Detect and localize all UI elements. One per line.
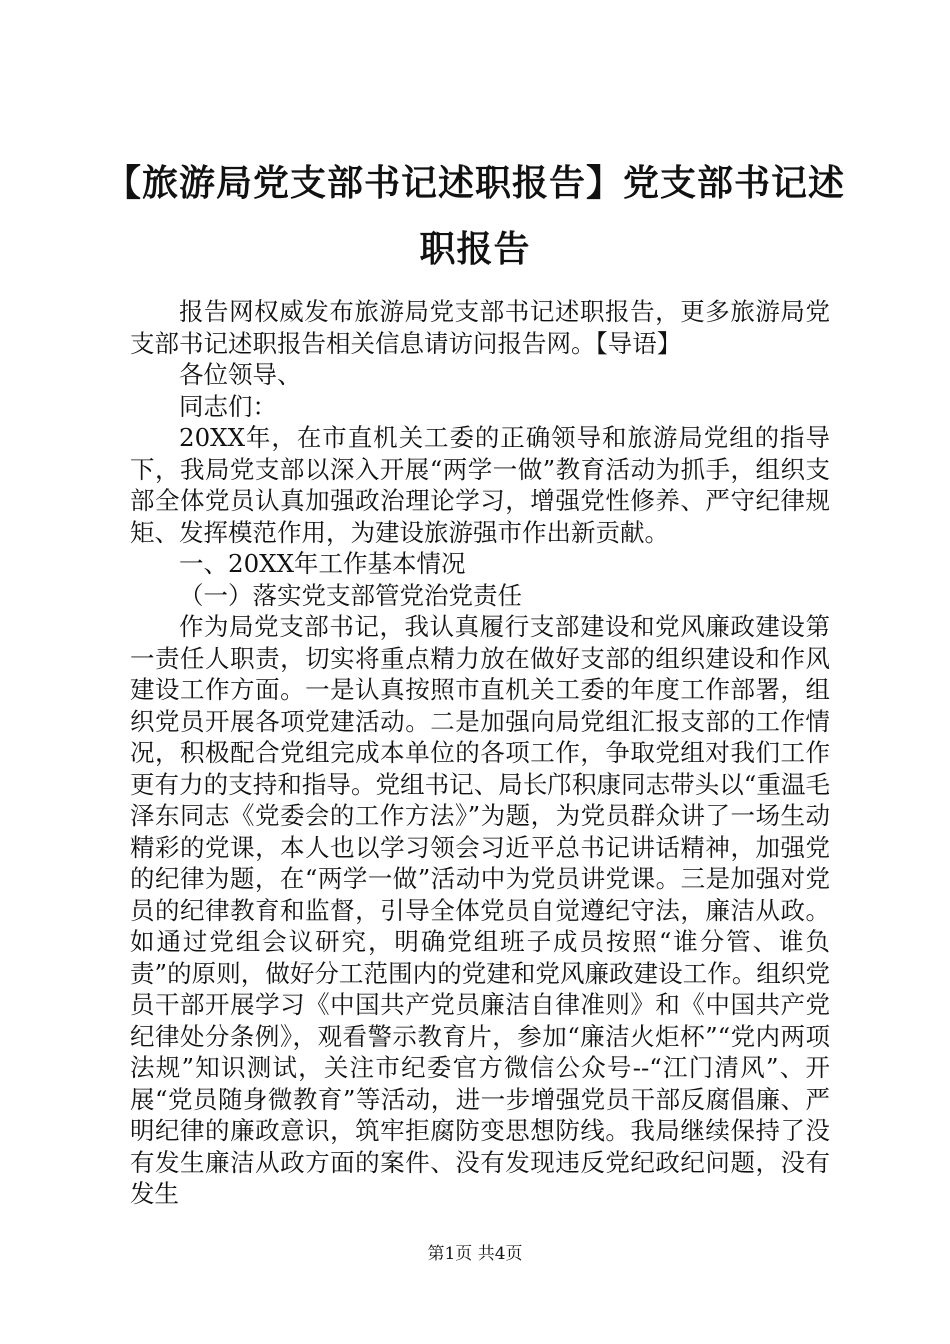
document-body [130,296,830,1210]
page-indicator: 第1页 共4页 [427,1244,523,1264]
salutation-comrades: 同志们： [179,391,277,421]
document-title: 【旅游局党支部书记述职报告】党支部书记述职报告 [104,162,845,270]
section-heading: 一、20XX年工作基本情况 [179,549,466,578]
overview-paragraph: 20XX年，在市直机关工委的正确领导和旅游局党组的指导下，我局党支部以深入开展“两学一做”教育活动为抓手，组织支部全体党员认真加强政治理论学习，增强党性修养、严守纪律规矩、发挥模范作用，为建设旅游强市作出新贡献。 [130,423,830,547]
intro-paragraph: 报告网权威发布旅游局党支部书记述职报告，更多旅游局党支部书记述职报告相关信息请访问报告网。【导语】 [130,297,830,358]
subsection-heading: （一）落实党支部管党治党责任 [179,580,522,610]
body-paragraph: 作为局党支部书记，我认真履行支部建设和党风廉政建设第一责任人职责，切实将重点精力放在做好支部的组织建设和作风建设工作方面。一是认真按照市直机关工委的年度工作部署，组织党员开展各项党建活动。二是加强向局党组汇报支部的工作情况，积极配合党组完成本单位的各项工作，争取党组对我们工作更有力的支持和指导。党组书记、局长邝积康同志带头以“重温毛泽东同志《党委会的工作方法》”为题，为党员群众讲了一场生动精彩的党课，本人也以学习领会习近平总书记讲话精神，加强党的纪律为题，在“两学一做”活动中为党员讲党课。三是加强对党员的纪律教育和监督，引导全体党员自觉遵纪守法，廉洁从政。如通过党组会议研究，明确党组班子成员按照“谁分管、谁负责”的原则，做好分工范围内的党建和党风廉政建设工作。组织党员干部开展学习《中国共产党员廉洁自律准则》和《中国共产党纪律处分条例》，观看警示教育片，参加“廉洁火炬杯”“党内两项法规”知识测试，关注市纪委官方微信公众号--“江门清风”、开展“党员随身微教育”等活动，进一步增强党员干部反腐倡廉、严明纪律的廉政意识，筑牢拒腐防变思想防线。我局继续保持了没有发生廉洁从政方面的案件、没有发现违反党纪政纪问题，没有发生 [130,612,830,1208]
salutation-leaders: 各位领导、 [179,360,302,389]
